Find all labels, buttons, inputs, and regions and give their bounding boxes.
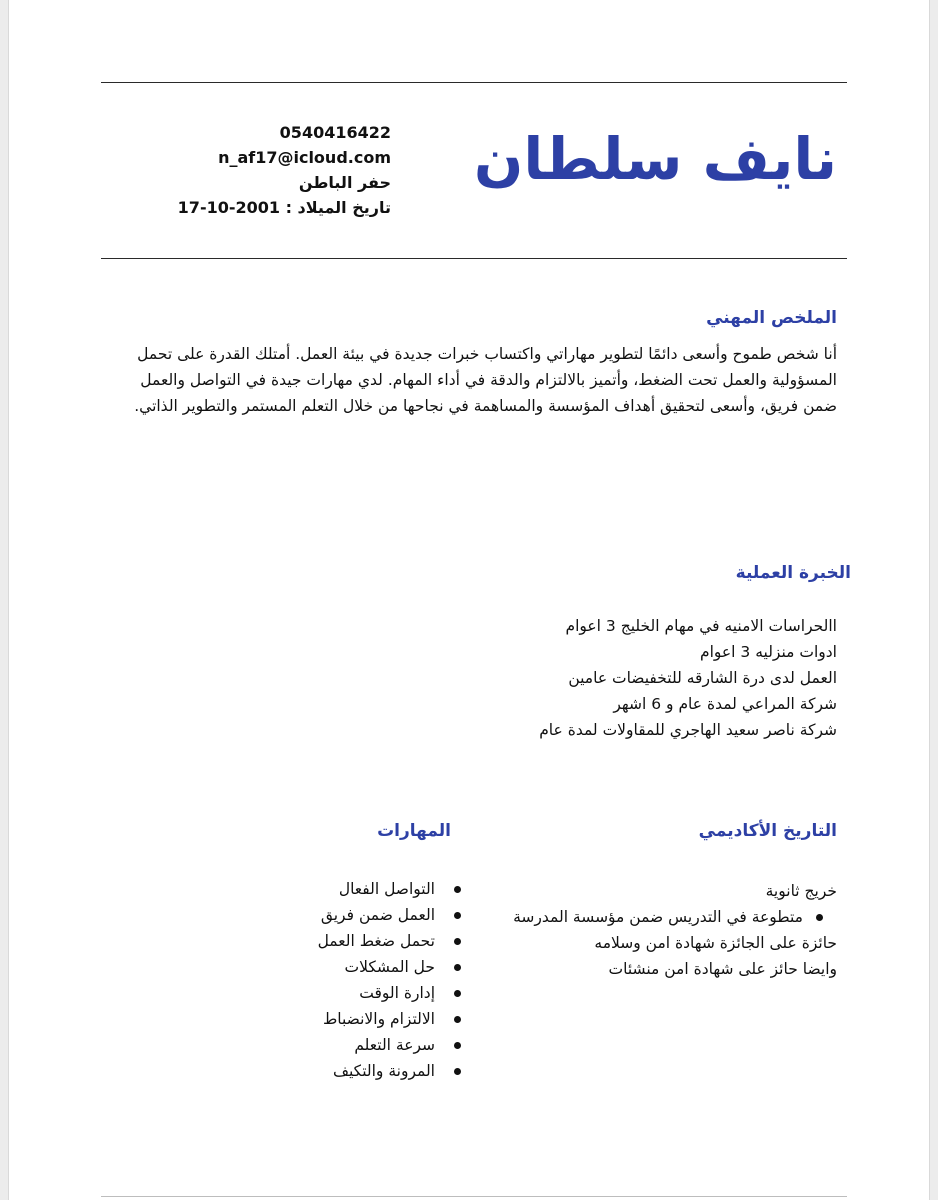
email-address: n_af17@icloud.com <box>218 148 391 167</box>
education-list <box>513 878 837 982</box>
list-item: ادوات منزليه 3 اعوام <box>700 643 837 661</box>
header-divider <box>101 258 847 259</box>
education-heading: التاريخ الأكاديمي <box>698 821 837 841</box>
list-item: سرعة التعلم <box>318 1032 463 1058</box>
list-item: حائزة على الجائزة شهادة امن وسلامه <box>594 934 837 952</box>
list-item: متطوعة في التدريس ضمن مؤسسة المدرسة <box>513 904 837 930</box>
contact-block <box>178 120 391 220</box>
list-item: الالتزام والانضباط <box>318 1006 463 1032</box>
list-item: خريج ثانوية <box>765 882 837 900</box>
list-item: المرونة والتكيف <box>318 1058 463 1084</box>
list-item: االحراسات الامنيه في مهام الخليج 3 اعوام <box>565 617 837 635</box>
list-item: التواصل الفعال <box>318 876 463 902</box>
list-item: شركة ناصر سعيد الهاجري للمقاولات لمدة عام <box>539 721 837 739</box>
list-item: العمل لدى درة الشارقه للتخفيضات عامين <box>568 669 837 687</box>
person-name: نايف سلطان <box>473 125 837 193</box>
skills-heading: المهارات <box>377 821 451 841</box>
summary-heading: الملخص المهني <box>706 308 837 328</box>
top-divider <box>101 82 847 83</box>
resume-page <box>8 0 930 1200</box>
experience-list <box>539 613 837 743</box>
phone-number: 0540416422 <box>279 123 391 142</box>
list-item: تحمل ضغط العمل <box>318 928 463 954</box>
experience-heading: الخبرة العملية <box>735 563 851 583</box>
list-item: العمل ضمن فريق <box>318 902 463 928</box>
summary-text: أنا شخص طموح وأسعى دائمًا لتطوير مهاراتي واكتساب خبرات جديدة في بيئة العمل. أمتلك القدرة على تحمل المسؤولية والعمل تحت الضغط، وأتميز بالالتزام والدقة في أداء المهام. لدي مهارات جيدة في التواصل والعمل ضمن فريق، وأسعى لتحقيق أهداف المؤسسة والمساهمة في نجاحها من خلال التعلم المستمر والتطوير الذاتي. <box>134 345 837 415</box>
list-item: شركة المراعي لمدة عام و 6 اشهر <box>613 695 837 713</box>
birth-date: تاريخ الميلاد : 2001-10-17 <box>177 198 391 217</box>
list-item: وايضا حائز على شهادة امن منشئات <box>608 960 837 978</box>
bottom-divider <box>101 1196 847 1197</box>
city: حفر الباطن <box>298 173 391 192</box>
skills-list <box>318 876 463 1084</box>
list-item: حل المشكلات <box>318 954 463 980</box>
list-item: إدارة الوقت <box>318 980 463 1006</box>
